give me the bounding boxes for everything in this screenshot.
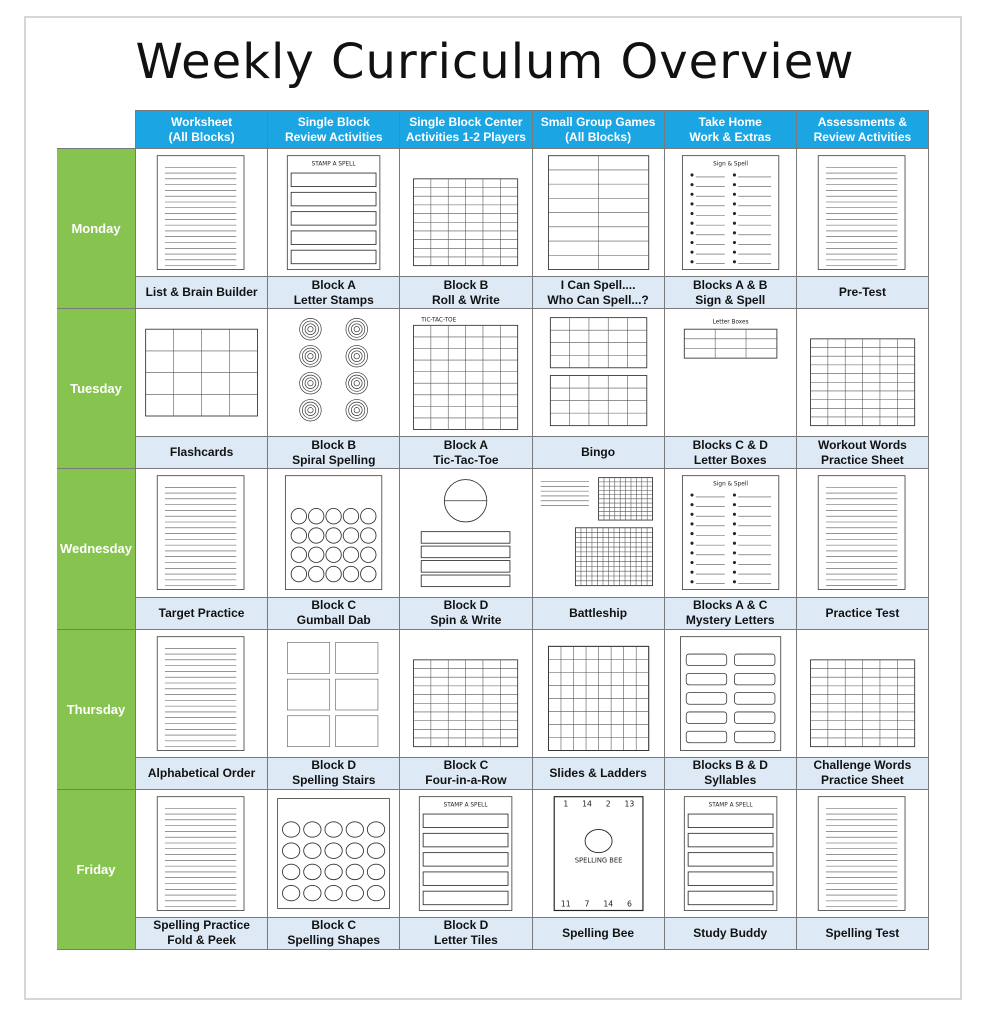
thumbnail-drawing bbox=[400, 149, 531, 276]
thumbnail-drawing bbox=[533, 469, 664, 596]
thumbnail-drawing bbox=[533, 790, 664, 917]
column-header-line2: (All Blocks) bbox=[565, 129, 632, 144]
worksheet-thumbnail bbox=[664, 468, 796, 596]
thumbnail-drawing bbox=[268, 149, 399, 276]
activity-caption-line1: Flashcards bbox=[169, 445, 234, 460]
svg-text:STAMP A SPELL: STAMP A SPELL bbox=[708, 802, 753, 809]
column-header-line2: Work & Extras bbox=[689, 129, 772, 144]
column-header-line1: Single Block bbox=[297, 114, 370, 129]
thumbnail-drawing bbox=[268, 309, 399, 436]
worksheet-thumbnail bbox=[532, 468, 664, 596]
activity-caption-line2: Spelling Stairs bbox=[292, 773, 376, 788]
activity-caption-line1: Blocks A & B bbox=[693, 277, 768, 292]
thumbnail-drawing bbox=[797, 149, 928, 276]
worksheet-thumbnail bbox=[267, 148, 399, 276]
thumbnail-drawing bbox=[797, 309, 928, 436]
thumbnail-drawing bbox=[665, 309, 796, 436]
activity-caption bbox=[664, 757, 796, 789]
svg-text:11: 11 bbox=[560, 899, 571, 909]
activity-caption bbox=[664, 597, 796, 629]
activity-caption bbox=[135, 436, 267, 468]
activity-caption bbox=[796, 597, 928, 629]
thumbnail-drawing bbox=[797, 630, 928, 757]
activity-caption-line1: Block B bbox=[443, 277, 489, 292]
thumbnail-drawing bbox=[665, 149, 796, 276]
activity-caption bbox=[664, 276, 796, 308]
activity-caption-line1: Slides & Ladders bbox=[549, 765, 647, 780]
thumbnail-drawing bbox=[136, 630, 267, 757]
activity-caption-line1: Block D bbox=[443, 598, 489, 613]
activity-caption bbox=[267, 276, 399, 308]
column-header-line1: Single Block Center bbox=[409, 114, 523, 129]
svg-text:13: 13 bbox=[624, 799, 634, 809]
svg-text:Letter Boxes: Letter Boxes bbox=[712, 319, 749, 326]
activity-caption-line2: Letter Stamps bbox=[293, 292, 374, 307]
activity-caption bbox=[796, 917, 928, 949]
activity-caption-line1: Block D bbox=[443, 918, 489, 933]
worksheet-thumbnail bbox=[135, 468, 267, 596]
worksheet-thumbnail bbox=[267, 468, 399, 596]
activity-caption-line2: Spin & Write bbox=[430, 613, 502, 628]
activity-caption-line2: Four-in-a-Row bbox=[425, 773, 507, 788]
worksheet-thumbnail bbox=[267, 789, 399, 917]
column-header bbox=[796, 110, 928, 148]
activity-caption-line2: Letter Boxes bbox=[693, 452, 767, 467]
thumbnail-drawing bbox=[797, 469, 928, 596]
worksheet-thumbnail bbox=[135, 629, 267, 757]
activity-caption-line1: Block C bbox=[311, 598, 357, 613]
worksheet-thumbnail bbox=[532, 789, 664, 917]
activity-caption bbox=[267, 597, 399, 629]
svg-text:1: 1 bbox=[562, 799, 568, 809]
activity-caption bbox=[399, 597, 531, 629]
svg-text:SPELLING BEE: SPELLING BEE bbox=[574, 856, 622, 865]
svg-text:Sign & Spell: Sign & Spell bbox=[712, 161, 748, 168]
thumbnail-drawing bbox=[400, 469, 531, 596]
activity-caption-line1: Spelling Practice bbox=[153, 918, 250, 933]
column-header-line2: Activities 1-2 Players bbox=[405, 129, 526, 144]
activity-caption-line2: Practice Sheet bbox=[821, 773, 904, 788]
activity-caption-line2: Roll & Write bbox=[432, 292, 500, 307]
worksheet-thumbnail bbox=[135, 789, 267, 917]
activity-caption bbox=[135, 917, 267, 949]
activity-caption-line1: Block A bbox=[311, 277, 356, 292]
activity-caption-line1: Blocks A & C bbox=[693, 598, 768, 613]
column-header-line2: (All Blocks) bbox=[168, 129, 235, 144]
activity-caption bbox=[796, 757, 928, 789]
thumbnail-drawing bbox=[665, 469, 796, 596]
activity-caption-line1: Workout Words bbox=[817, 437, 907, 452]
thumbnail-drawing bbox=[665, 630, 796, 757]
activity-caption bbox=[532, 597, 664, 629]
worksheet-thumbnail bbox=[135, 148, 267, 276]
worksheet-thumbnail bbox=[664, 789, 796, 917]
activity-caption-line1: Target Practice bbox=[158, 605, 245, 620]
worksheet-thumbnail bbox=[532, 148, 664, 276]
svg-text:2: 2 bbox=[605, 799, 611, 809]
svg-text:STAMP A SPELL: STAMP A SPELL bbox=[311, 161, 356, 168]
column-header bbox=[532, 110, 664, 148]
page-title: Weekly Curriculum Overview bbox=[135, 34, 855, 90]
column-header-line1: Take Home bbox=[698, 114, 762, 129]
activity-caption-line1: Study Buddy bbox=[693, 925, 768, 940]
worksheet-thumbnail bbox=[796, 308, 928, 436]
activity-caption-line1: Bingo bbox=[581, 445, 616, 460]
day-label: Tuesday bbox=[57, 308, 135, 468]
worksheet-thumbnail bbox=[796, 148, 928, 276]
column-header bbox=[267, 110, 399, 148]
activity-caption bbox=[532, 917, 664, 949]
column-header-line2: Review Activities bbox=[813, 129, 912, 144]
activity-caption-line1: Block B bbox=[311, 437, 357, 452]
activity-caption-line2: Syllables bbox=[704, 773, 757, 788]
worksheet-thumbnail bbox=[532, 308, 664, 436]
activity-caption bbox=[135, 597, 267, 629]
activity-caption-line2: Who Can Spell...? bbox=[547, 292, 649, 307]
activity-caption bbox=[135, 757, 267, 789]
worksheet-thumbnail bbox=[532, 629, 664, 757]
activity-caption-line1: Alphabetical Order bbox=[147, 765, 256, 780]
activity-caption-line2: Gumball Dab bbox=[296, 613, 371, 628]
worksheet-thumbnail bbox=[664, 629, 796, 757]
svg-text:7: 7 bbox=[584, 899, 589, 909]
activity-caption-line2: Tic-Tac-Toe bbox=[433, 452, 499, 467]
activity-caption bbox=[267, 757, 399, 789]
activity-caption-line1: Blocks B & D bbox=[692, 758, 768, 773]
column-header-line1: Worksheet bbox=[171, 114, 233, 129]
curriculum-table bbox=[57, 110, 929, 950]
thumbnail-drawing bbox=[268, 469, 399, 596]
thumbnail-drawing bbox=[136, 790, 267, 917]
worksheet-thumbnail bbox=[399, 308, 531, 436]
activity-caption bbox=[532, 757, 664, 789]
worksheet-thumbnail bbox=[267, 308, 399, 436]
thumbnail-drawing bbox=[533, 630, 664, 757]
activity-caption-line2: Practice Sheet bbox=[821, 452, 904, 467]
activity-caption-line2: Spiral Spelling bbox=[292, 452, 376, 467]
activity-caption-line1: Practice Test bbox=[825, 605, 900, 620]
thumbnail-drawing bbox=[533, 149, 664, 276]
activity-caption-line1: Block C bbox=[311, 918, 357, 933]
column-header bbox=[399, 110, 531, 148]
activity-caption-line1: Battleship bbox=[569, 605, 628, 620]
activity-caption-line1: Pre-Test bbox=[838, 285, 886, 300]
thumbnail-drawing bbox=[136, 309, 267, 436]
svg-text:STAMP A SPELL: STAMP A SPELL bbox=[443, 802, 488, 809]
activity-caption-line1: Blocks C & D bbox=[692, 437, 768, 452]
day-label: Friday bbox=[57, 789, 135, 949]
thumbnail-drawing bbox=[268, 630, 399, 757]
thumbnail-drawing bbox=[665, 790, 796, 917]
activity-caption-line2: Sign & Spell bbox=[695, 292, 766, 307]
activity-caption bbox=[796, 436, 928, 468]
worksheet-thumbnail bbox=[664, 148, 796, 276]
worksheet-thumbnail bbox=[796, 468, 928, 596]
svg-text:6: 6 bbox=[626, 899, 632, 909]
activity-caption-line2: Mystery Letters bbox=[685, 613, 775, 628]
activity-caption bbox=[532, 436, 664, 468]
day-label: Wednesday bbox=[57, 468, 135, 628]
activity-caption-line1: Block D bbox=[311, 758, 357, 773]
thumbnail-drawing bbox=[136, 469, 267, 596]
thumbnail-drawing bbox=[136, 149, 267, 276]
activity-caption-line1: Spelling Bee bbox=[562, 925, 635, 940]
day-label: Thursday bbox=[57, 629, 135, 789]
svg-text:14: 14 bbox=[602, 899, 613, 909]
activity-caption bbox=[267, 436, 399, 468]
day-label: Monday bbox=[57, 148, 135, 308]
thumbnail-drawing bbox=[400, 630, 531, 757]
worksheet-thumbnail bbox=[267, 629, 399, 757]
activity-caption bbox=[267, 917, 399, 949]
activity-caption-line1: Block A bbox=[443, 437, 489, 452]
activity-caption bbox=[664, 917, 796, 949]
activity-caption-line2: Spelling Shapes bbox=[287, 933, 381, 948]
activity-caption bbox=[796, 276, 928, 308]
worksheet-thumbnail bbox=[796, 629, 928, 757]
svg-text:Sign & Spell: Sign & Spell bbox=[712, 481, 748, 488]
thumbnail-drawing bbox=[400, 790, 531, 917]
activity-caption bbox=[399, 276, 531, 308]
worksheet-thumbnail bbox=[399, 148, 531, 276]
activity-caption bbox=[532, 276, 664, 308]
worksheet-thumbnail bbox=[664, 308, 796, 436]
column-header bbox=[664, 110, 796, 148]
activity-caption-line2: Fold & Peek bbox=[167, 933, 236, 948]
table-corner bbox=[57, 110, 135, 148]
activity-caption bbox=[399, 757, 531, 789]
worksheet-thumbnail bbox=[399, 629, 531, 757]
thumbnail-drawing bbox=[268, 790, 399, 917]
activity-caption-line1: Spelling Test bbox=[825, 925, 900, 940]
svg-text:TIC-TAC-TOE: TIC-TAC-TOE bbox=[421, 317, 457, 324]
worksheet-thumbnail bbox=[796, 789, 928, 917]
activity-caption-line1: Challenge Words bbox=[813, 758, 912, 773]
svg-text:14: 14 bbox=[581, 799, 592, 809]
thumbnail-drawing bbox=[533, 309, 664, 436]
worksheet-thumbnail bbox=[399, 789, 531, 917]
activity-caption bbox=[664, 436, 796, 468]
column-header-line1: Assessments & bbox=[817, 114, 908, 129]
column-header-line1: Small Group Games bbox=[540, 114, 656, 129]
activity-caption-line2: Letter Tiles bbox=[434, 933, 498, 948]
column-header bbox=[135, 110, 267, 148]
activity-caption bbox=[399, 436, 531, 468]
activity-caption bbox=[135, 276, 267, 308]
worksheet-thumbnail bbox=[135, 308, 267, 436]
activity-caption-line1: Block C bbox=[443, 758, 489, 773]
activity-caption bbox=[399, 917, 531, 949]
activity-caption-line1: I Can Spell.... bbox=[560, 277, 636, 292]
activity-caption-line1: List & Brain Builder bbox=[145, 285, 258, 300]
worksheet-thumbnail bbox=[399, 468, 531, 596]
thumbnail-drawing bbox=[400, 309, 531, 436]
column-header-line2: Review Activities bbox=[284, 129, 383, 144]
thumbnail-drawing bbox=[797, 790, 928, 917]
